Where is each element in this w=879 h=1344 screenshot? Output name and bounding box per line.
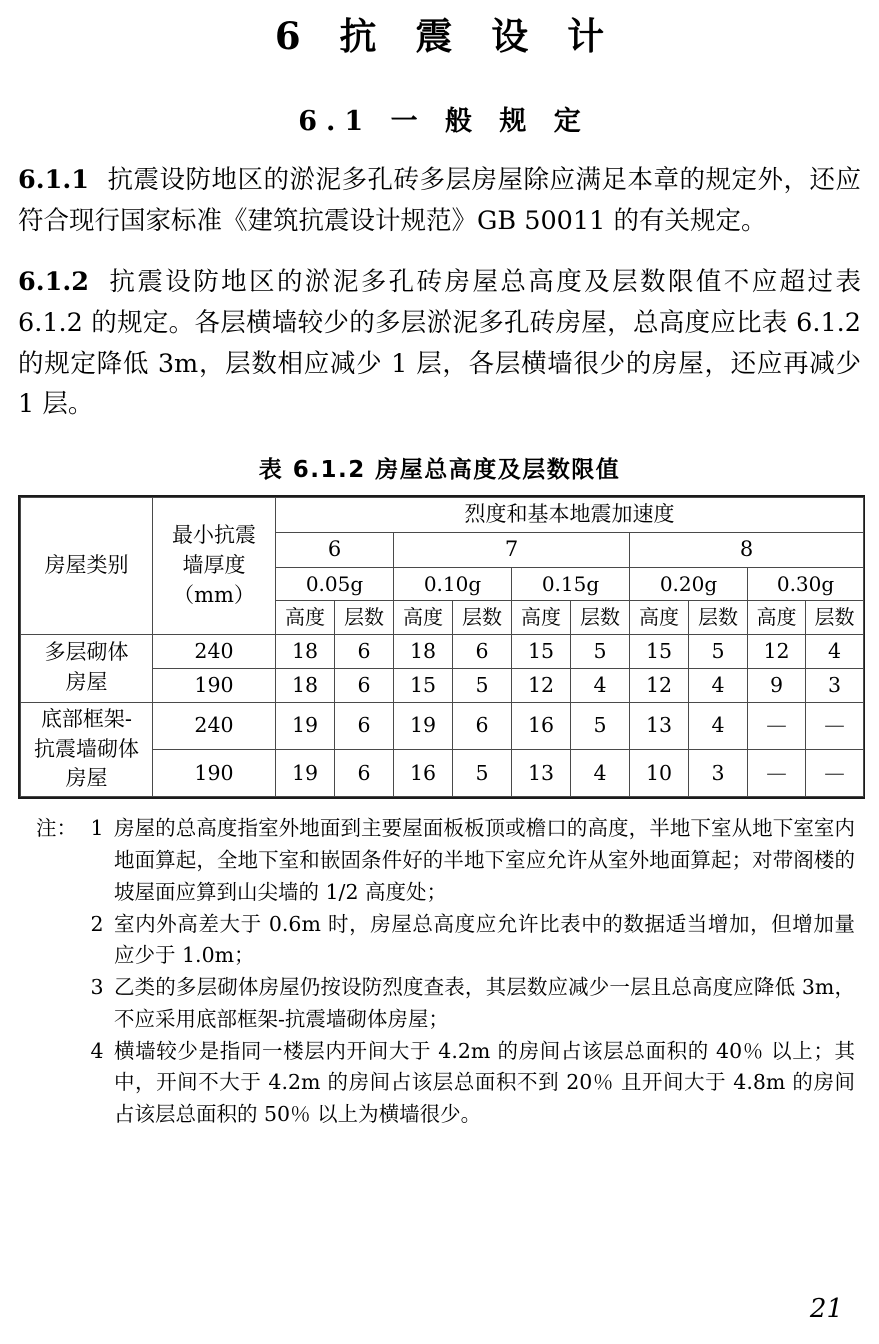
subheader-height-4: 高度 xyxy=(630,601,689,634)
cell-value: 4 xyxy=(571,750,630,797)
cell-thickness: 190 xyxy=(153,668,276,702)
subheader-storeys-1: 层数 xyxy=(335,601,394,634)
cell-value: 19 xyxy=(276,702,335,749)
header-accel-005g: 0.05g xyxy=(276,567,394,600)
cell-value: 15 xyxy=(630,634,689,668)
row-category-bottom-frame xyxy=(21,702,153,796)
subheader-height-1: 高度 xyxy=(276,601,335,634)
wall-thickness-line2: 墙厚度 xyxy=(182,552,246,577)
cell-value: 5 xyxy=(571,634,630,668)
clause-number: 6.1.1 xyxy=(18,165,89,196)
note-number: 2 xyxy=(90,911,104,936)
cell-value: 12 xyxy=(512,668,571,702)
clause-6-1-1 xyxy=(18,160,861,242)
cell-value: 10 xyxy=(630,750,689,797)
cell-thickness: 240 xyxy=(153,634,276,668)
header-intensity-7: 7 xyxy=(394,532,630,567)
cell-value: 12 xyxy=(630,668,689,702)
note-text: 房屋的总高度指室外地面到主要屋面板板顶或檐口的高度，半地下室从地下室室内地面算起，全地下室和嵌固条件好的半地下室应允许从室外地面算起；对带阁楼的坡屋面应算到山尖墙的 1/2 高度处； xyxy=(114,816,855,904)
cell-value: 12 xyxy=(748,634,806,668)
category-line1: 多层砌体 xyxy=(44,640,129,665)
header-category: 房屋类别 xyxy=(21,498,153,634)
document-page xyxy=(0,12,879,1344)
table-frame xyxy=(18,495,865,799)
header-accel-020g: 0.20g xyxy=(630,567,748,600)
clause-number: 6.1.2 xyxy=(18,266,89,297)
cell-value: 6 xyxy=(335,702,394,749)
cell-value: — xyxy=(748,750,806,797)
subheader-storeys-2: 层数 xyxy=(453,601,512,634)
category-line2: 抗震墙砌体 xyxy=(34,736,139,761)
header-accel-030g: 0.30g xyxy=(748,567,864,600)
note-item xyxy=(18,972,861,1036)
note-text: 横墙较少是指同一楼层内开间大于 4.2m 的房间占该层总面积的 40％ 以上；其中，开间不大于 4.2m 的房间占该层总面积不到 20％ 且开间大于 4.8m 的房间占该层总面积的 50％ 以上为横墙很少。 xyxy=(114,1038,855,1127)
cell-value: 6 xyxy=(335,668,394,702)
category-line1: 底部框架- xyxy=(40,706,133,731)
cell-value: 3 xyxy=(689,750,748,797)
cell-value: 13 xyxy=(630,702,689,749)
cell-value: 4 xyxy=(689,668,748,702)
cell-value: 15 xyxy=(512,634,571,668)
subheader-height-5: 高度 xyxy=(748,601,806,634)
cell-value: 6 xyxy=(453,702,512,749)
table-row xyxy=(21,634,864,668)
cell-value: 5 xyxy=(689,634,748,668)
note-item xyxy=(18,813,861,908)
cell-value: 6 xyxy=(335,634,394,668)
wall-thickness-line1: 最小抗震 xyxy=(172,523,256,548)
cell-value: 19 xyxy=(276,750,335,797)
row-category-masonry xyxy=(21,634,153,702)
cell-value: — xyxy=(748,702,806,749)
table-row xyxy=(21,702,864,749)
cell-value: — xyxy=(806,702,864,749)
cell-thickness: 240 xyxy=(153,702,276,749)
header-accel-010g: 0.10g xyxy=(394,567,512,600)
cell-value: — xyxy=(806,750,864,797)
note-number: 3 xyxy=(90,975,104,1000)
note-item xyxy=(18,1036,861,1131)
cell-value: 5 xyxy=(571,702,630,749)
cell-value: 4 xyxy=(689,702,748,749)
note-text: 乙类的多层砌体房屋仍按设防烈度查表，其层数应减少一层且总高度应降低 3m，不应采用底部框架-抗震墙砌体房屋； xyxy=(114,975,855,1031)
header-intensity-6: 6 xyxy=(276,532,394,567)
clause-6-1-2 xyxy=(18,262,861,425)
note-text: 室内外高差大于 0.6m 时，房屋总高度应允许比表中的数据适当增加，但增加量应少于 1.0m； xyxy=(114,911,855,968)
clause-text: 抗震设防地区的淤泥多孔砖房屋总高度及层数限值不应超过表 6.1.2 的规定。各层横墙较少的多层淤泥多孔砖房屋，总高度应比表 6.1.2 的规定降低 3m，层数相应减少 1 层，各层横墙很少的房屋，还应再减少 1 层。 xyxy=(18,266,861,420)
cell-value: 18 xyxy=(394,634,453,668)
header-wall-thickness xyxy=(153,498,276,634)
note-item xyxy=(18,909,861,973)
cell-thickness: 190 xyxy=(153,750,276,797)
page-number: 21 xyxy=(809,1294,843,1324)
cell-value: 13 xyxy=(512,750,571,797)
subheader-storeys-5: 层数 xyxy=(806,601,864,634)
note-number: 4 xyxy=(90,1038,104,1063)
cell-value: 4 xyxy=(806,634,864,668)
cell-value: 3 xyxy=(806,668,864,702)
table-notes xyxy=(18,813,861,1131)
table-header-row-1 xyxy=(21,498,864,533)
subheader-height-2: 高度 xyxy=(394,601,453,634)
cell-value: 18 xyxy=(276,634,335,668)
cell-value: 5 xyxy=(453,668,512,702)
notes-label: 注： xyxy=(36,816,77,841)
cell-value: 19 xyxy=(394,702,453,749)
wall-thickness-line3: （mm） xyxy=(173,582,255,607)
cell-value: 6 xyxy=(335,750,394,797)
cell-value: 16 xyxy=(512,702,571,749)
subheader-height-3: 高度 xyxy=(512,601,571,634)
cell-value: 9 xyxy=(748,668,806,702)
section-title: 6.1 一 般 规 定 xyxy=(298,105,590,137)
chapter-title: 6 抗 震 设 计 xyxy=(274,14,618,58)
table-caption: 表 6.1.2 房屋总高度及层数限值 xyxy=(258,457,621,484)
header-accel-015g: 0.15g xyxy=(512,567,630,600)
note-number: 1 xyxy=(90,816,104,841)
category-line3: 房屋 xyxy=(65,766,108,791)
cell-value: 5 xyxy=(453,750,512,797)
cell-value: 6 xyxy=(453,634,512,668)
cell-value: 18 xyxy=(276,668,335,702)
cell-value: 16 xyxy=(394,750,453,797)
height-storey-limit-table xyxy=(20,497,864,797)
clause-text: 抗震设防地区的淤泥多孔砖多层房屋除应满足本章的规定外，还应符合现行国家标准《建筑抗震设计规范》GB 50011 的有关规定。 xyxy=(18,165,861,237)
header-intensity-group: 烈度和基本地震加速度 xyxy=(276,498,864,533)
header-intensity-8: 8 xyxy=(630,532,864,567)
subheader-storeys-4: 层数 xyxy=(689,601,748,634)
category-line2: 房屋 xyxy=(65,670,108,695)
cell-value: 4 xyxy=(571,668,630,702)
subheader-storeys-3: 层数 xyxy=(571,601,630,634)
cell-value: 15 xyxy=(394,668,453,702)
